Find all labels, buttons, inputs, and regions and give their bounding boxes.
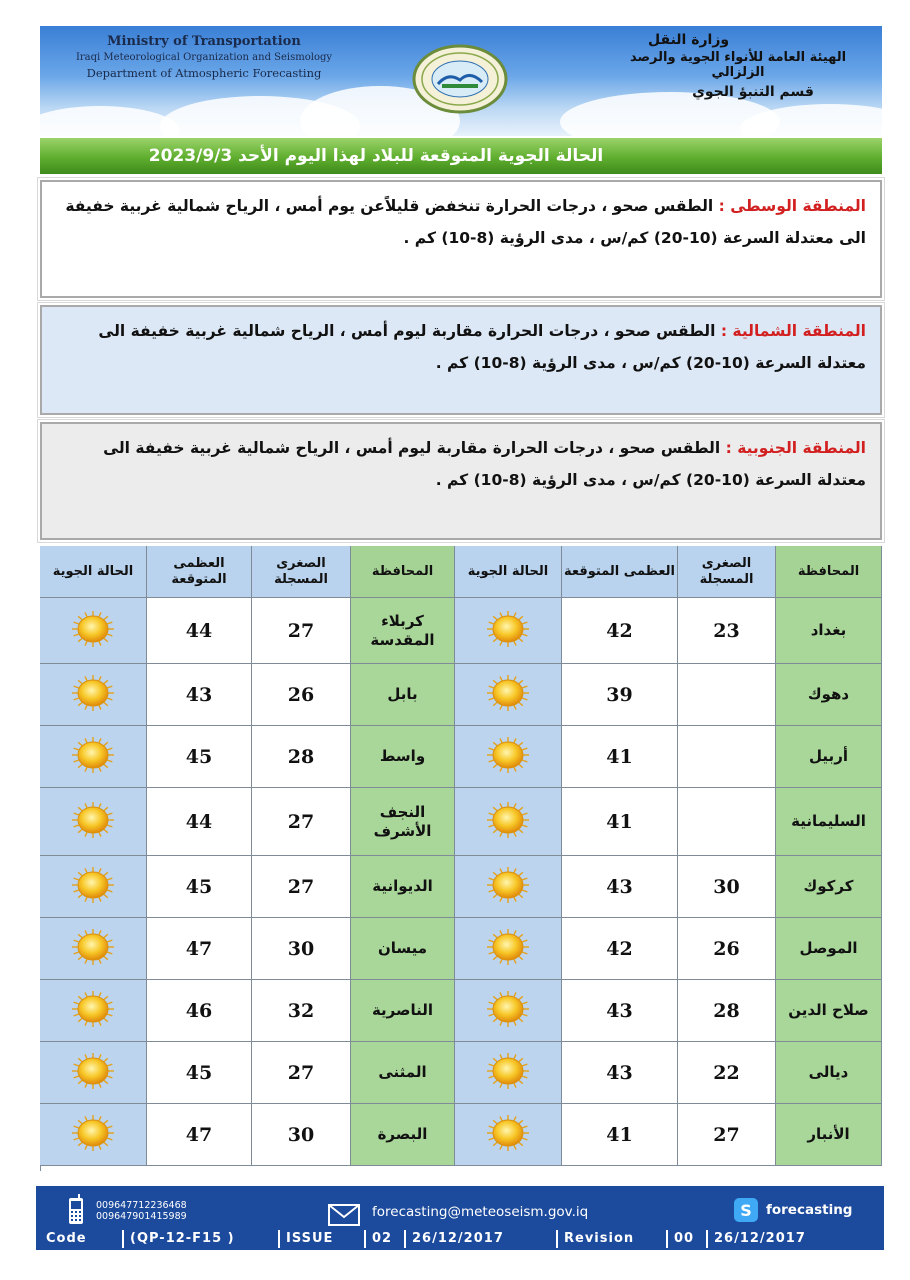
header-min: الصغرى المسجلة [252,546,351,598]
revision-date: 26/12/2017 [708,1230,880,1248]
weather-cell [455,918,562,980]
header-weather: الحالة الجوية [40,546,147,598]
weather-cell [40,918,147,980]
sunny-icon [485,1113,531,1157]
phone-icon [66,1194,86,1226]
sunny-icon [70,735,116,779]
max-temp-cell: 46 [147,980,252,1042]
province-cell: الناصرية [351,980,455,1042]
sunny-icon [485,865,531,909]
max-temp-cell: 45 [147,1042,252,1104]
weather-cell [40,980,147,1042]
min-temp-cell: 22 [678,1042,776,1104]
region-text: الطقس صحو ، درجات الحرارة تنخفض قليلاًعن يوم أمس ، الرياح شمالية غربية خفيفة الى معتدلة السرعة (10-20) كم/س ، مدى الرؤية (8-10) كم . [65,197,866,247]
max-temp-cell: 44 [147,598,252,664]
sunny-icon [70,800,116,844]
sunny-icon [70,1113,116,1157]
province-cell: الأنبار [776,1104,882,1166]
province-cell: ميسان [351,918,455,980]
weather-cell [455,664,562,726]
max-temp-cell: 45 [147,856,252,918]
weather-cell [40,664,147,726]
header-weather: الحالة الجوية [455,546,562,598]
skype-icon [734,1198,758,1222]
issue-label: ISSUE [280,1230,366,1248]
province-cell: كركوك [776,856,882,918]
sunny-icon [485,609,531,653]
min-temp-cell: 27 [252,788,351,856]
province-cell: صلاح الدين [776,980,882,1042]
header-province: المحافظة [776,546,882,598]
email-link[interactable]: forecasting@meteoseism.gov.iq [372,1204,589,1220]
min-temp-cell: 27 [252,856,351,918]
organization-name-en: Iraqi Meteorological Organization and Seismology [75,52,333,63]
forecast-table [40,546,882,1171]
sunny-icon [485,735,531,779]
province-cell: بغداد [776,598,882,664]
max-temp-cell: 39 [562,664,678,726]
min-temp-cell [678,664,776,726]
header-max: العظمى المتوقعة [147,546,252,598]
max-temp-cell: 43 [147,664,252,726]
organization-name-ar: الهيئة العامة للأنواء الجوية والرصد الزلزالي [629,50,847,80]
weather-cell [455,788,562,856]
weather-cell [455,1104,562,1166]
skype-handle[interactable]: forecasting [766,1202,853,1218]
sunny-icon [485,673,531,717]
region-name: المنطقة الشمالية : [720,322,866,340]
sunny-icon [70,927,116,971]
ministry-name-en: Ministry of Transportation [107,34,301,49]
header-arabic [608,32,868,100]
region-name: المنطقة الوسطى : [718,197,866,215]
max-temp-cell: 47 [147,918,252,980]
min-temp-cell: 30 [252,918,351,980]
region-south [40,422,882,540]
max-temp-cell: 47 [147,1104,252,1166]
sunny-icon [70,673,116,717]
revision-value: 00 [668,1230,708,1248]
ministry-name-ar: وزارة النقل [648,32,730,48]
min-temp-cell: 27 [252,1042,351,1104]
min-temp-cell: 28 [678,980,776,1042]
province-cell: أربيل [776,726,882,788]
footer [36,1186,884,1250]
sunny-icon [70,609,116,653]
province-cell: المثنى [351,1042,455,1104]
min-temp-cell [678,788,776,856]
province-cell: الديوانية [351,856,455,918]
province-cell: النجف الأشرف [351,788,455,856]
region-text: الطقس صحو ، درجات الحرارة مقاربة ليوم أمس ، الرياح شمالية غربية خفيفة الى معتدلة السرعة (10-20) كم/س ، مدى الرؤية (8-10) كم . [98,322,866,372]
weather-cell [455,856,562,918]
header-max: العظمى المتوقعة [562,546,678,598]
sunny-icon [485,927,531,971]
document-code-bar [40,1230,880,1248]
region-name: المنطقة الجنوبية : [725,439,866,457]
ministry-seal-icon [412,44,508,114]
min-temp-cell: 30 [252,1104,351,1166]
weather-cell [40,788,147,856]
envelope-icon [328,1204,360,1226]
header-banner [40,26,882,136]
weather-cell [455,980,562,1042]
region-text: الطقس صحو ، درجات الحرارة مقاربة ليوم أمس ، الرياح شمالية غربية خفيفة الى معتدلة السرعة (10-20) كم/س ، مدى الرؤية (8-10) كم . [103,439,866,489]
max-temp-cell: 43 [562,1042,678,1104]
min-temp-cell: 27 [252,598,351,664]
province-cell: بابل [351,664,455,726]
weather-cell [40,1042,147,1104]
issue-value: 02 [366,1230,406,1248]
code-value: (QP-12-F15 ) [124,1230,280,1248]
department-name-ar: قسم التنبؤ الجوي [692,84,814,100]
region-north [40,305,882,415]
min-temp-cell: 26 [678,918,776,980]
sunny-icon [485,800,531,844]
min-temp-cell: 27 [678,1104,776,1166]
region-central [40,180,882,298]
max-temp-cell: 42 [562,918,678,980]
weather-cell [40,1104,147,1166]
header-province: المحافظة [351,546,455,598]
sunny-icon [485,989,531,1033]
weather-cell [455,726,562,788]
max-temp-cell: 43 [562,856,678,918]
max-temp-cell: 43 [562,980,678,1042]
province-cell: السليمانية [776,788,882,856]
code-label: Code [40,1230,124,1248]
revision-label: Revision [558,1230,668,1248]
header-english [54,34,354,80]
phone-numbers [96,1200,187,1222]
issue-date: 26/12/2017 [406,1230,558,1248]
min-temp-cell: 26 [252,664,351,726]
phone-number: 009647901415989 [96,1211,187,1222]
max-temp-cell: 41 [562,788,678,856]
department-name-en: Department of Atmospheric Forecasting [86,66,322,80]
weather-cell [455,598,562,664]
sunny-icon [485,1051,531,1095]
min-temp-cell: 30 [678,856,776,918]
max-temp-cell: 41 [562,726,678,788]
weather-cell [40,726,147,788]
weather-cell [40,598,147,664]
province-cell: ديالى [776,1042,882,1104]
weather-cell [40,856,147,918]
province-cell: كربلاء المقدسة [351,598,455,664]
min-temp-cell: 23 [678,598,776,664]
min-temp-cell: 32 [252,980,351,1042]
max-temp-cell: 45 [147,726,252,788]
province-cell: البصرة [351,1104,455,1166]
sunny-icon [70,1051,116,1095]
svg-text:S: S [740,1201,752,1220]
max-temp-cell: 44 [147,788,252,856]
province-cell: دهوك [776,664,882,726]
phone-number: 009647712236468 [96,1200,187,1211]
max-temp-cell: 42 [562,598,678,664]
province-cell: الموصل [776,918,882,980]
max-temp-cell: 41 [562,1104,678,1166]
min-temp-cell [678,726,776,788]
min-temp-cell: 28 [252,726,351,788]
province-cell: واسط [351,726,455,788]
forecast-title: الحالة الجوية المتوقعة للبلاد لهذا اليوم الأحد 2023/9/3 [40,138,882,174]
sunny-icon [70,865,116,909]
sunny-icon [70,989,116,1033]
header-min: الصغرى المسجلة [678,546,776,598]
weather-cell [455,1042,562,1104]
